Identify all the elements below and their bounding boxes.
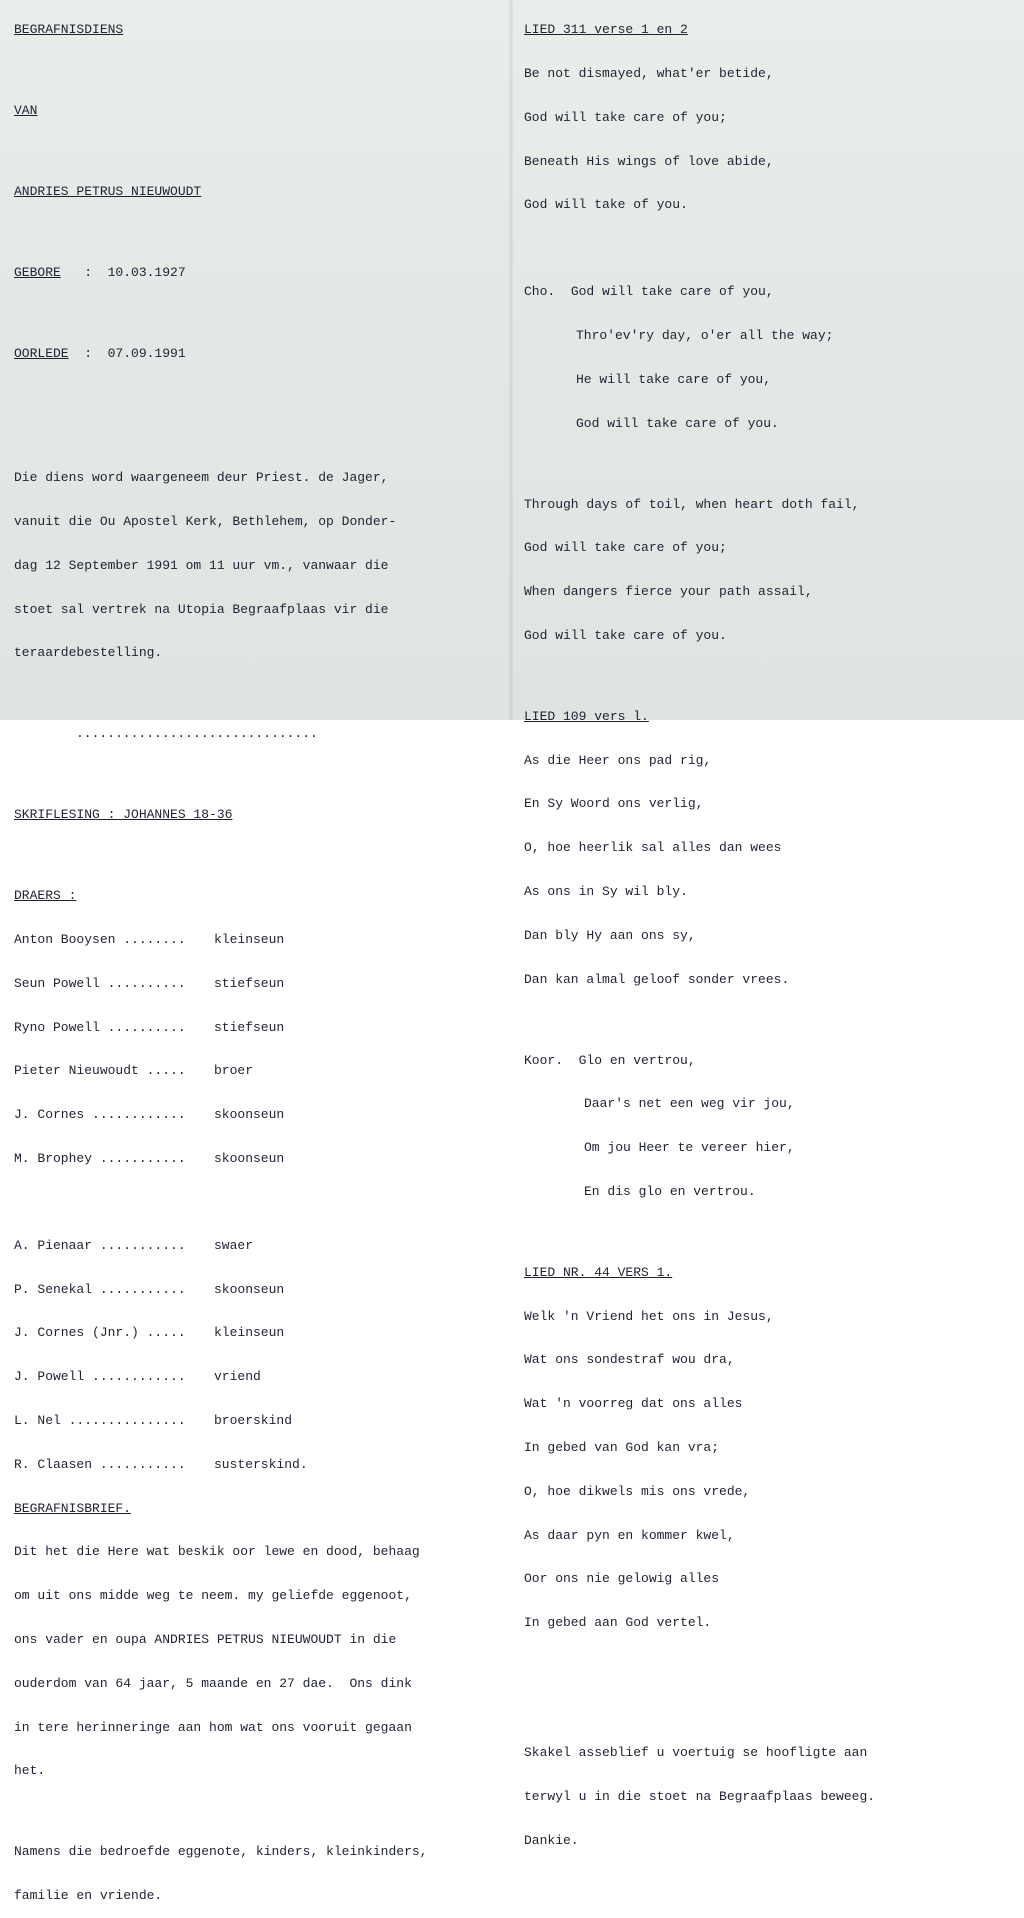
namens-line: familie en vriende. bbox=[14, 1888, 163, 1904]
hymn-line: Thro'ev'ry day, o'er all the way; bbox=[576, 328, 834, 344]
hymn-line: Wat ons sondestraf wou dra, bbox=[524, 1352, 735, 1368]
hymn-line: Dan kan almal geloof sonder vrees. bbox=[524, 971, 790, 987]
bearer-name: J. Cornes (Jnr.) ..... bbox=[14, 1325, 186, 1341]
bearer-name: Ryno Powell .......... bbox=[14, 1019, 186, 1035]
bearer-row bbox=[14, 1152, 502, 1167]
bearer-name: A. Pienaar ........... bbox=[14, 1237, 186, 1253]
bearer-row bbox=[14, 1283, 502, 1298]
bearer-role: skoonseun bbox=[214, 1107, 285, 1123]
hymn-line: God will take care of you; bbox=[524, 540, 727, 556]
koor-label: Koor. bbox=[524, 1052, 564, 1068]
service-line: vanuit die Ou Apostel Kerk, Bethlehem, op Donder- bbox=[14, 514, 397, 529]
closing-line: Skakel asseblief u voertuig se hoofligte aan bbox=[524, 1745, 868, 1761]
service-line: teraardebestelling. bbox=[14, 645, 163, 661]
birth-date: : 10.03.1927 bbox=[84, 265, 186, 281]
bearer-name: P. Senekal ........... bbox=[14, 1281, 186, 1297]
hymn-line: In gebed van God kan vra; bbox=[524, 1440, 720, 1455]
hymn-44-heading: LIED NR. 44 VERS 1. bbox=[524, 1264, 673, 1280]
brief-line: het. bbox=[14, 1763, 46, 1779]
bearer-role: broerskind bbox=[214, 1413, 293, 1429]
closing-line: Dankie. bbox=[524, 1832, 579, 1848]
bearer-role: kleinseun bbox=[214, 932, 285, 948]
bearer-role: susterskind. bbox=[214, 1456, 308, 1472]
hymn-line: Wat 'n voorreg dat ons alles bbox=[524, 1396, 743, 1412]
brief-heading: BEGRAFNISBRIEF. bbox=[14, 1500, 132, 1516]
brief-line: in tere herinneringe aan hom wat ons vooruit gegaan bbox=[14, 1719, 412, 1735]
bearer-role: stiefseun bbox=[214, 1019, 285, 1035]
draers-heading: DRAERS : bbox=[14, 888, 77, 904]
hymn-line: God will take care of you. bbox=[576, 415, 779, 431]
bearer-row bbox=[14, 1414, 502, 1429]
birth-row bbox=[14, 266, 502, 281]
hymn-line: Daar's net een weg vir jou, bbox=[584, 1096, 795, 1112]
skriflesing: SKRIFLESING : JOHANNES 18-36 bbox=[14, 807, 233, 823]
service-line: Die diens word waargeneem deur Priest. de Jager, bbox=[14, 470, 389, 486]
bearer-name: J. Powell ............ bbox=[14, 1369, 186, 1385]
bearer-name: Seun Powell .......... bbox=[14, 975, 186, 991]
hymn-line: Om jou Heer te vereer hier, bbox=[584, 1140, 795, 1156]
service-line: stoet sal vertrek na Utopia Begraafplaas vir die bbox=[14, 601, 389, 617]
chorus-row bbox=[524, 285, 1014, 300]
bearer-role: kleinseun bbox=[214, 1325, 285, 1341]
hymn-line: Oor ons nie gelowig alles bbox=[524, 1571, 720, 1587]
hymn-line: Dan bly Hy aan ons sy, bbox=[524, 927, 696, 943]
oorlede-label: OORLEDE bbox=[14, 346, 69, 362]
hymn-line: Be not dismayed, what'er betide, bbox=[524, 65, 774, 81]
bearer-row bbox=[14, 1021, 502, 1036]
namens-line: Namens die bedroefde eggenote, kinders, kleinkinders, bbox=[14, 1844, 428, 1860]
bearer-name: Anton Booysen ........ bbox=[14, 932, 186, 948]
bearer-role: skoonseun bbox=[214, 1281, 285, 1297]
bearer-row bbox=[14, 977, 502, 992]
brief-line: ouderdom van 64 jaar, 5 maande en 27 dae. Ons dink bbox=[14, 1675, 412, 1691]
bearer-row bbox=[14, 933, 502, 948]
brief-line: ons vader en oupa ANDRIES PETRUS NIEUWOUDT in die bbox=[14, 1631, 397, 1647]
bearer-name: L. Nel ............... bbox=[14, 1413, 186, 1429]
hymn-line: As daar pyn en kommer kwel, bbox=[524, 1527, 735, 1543]
death-date: : 07.09.1991 bbox=[84, 346, 186, 362]
bearer-row bbox=[14, 1108, 502, 1123]
hymn-line: In gebed aan God vertel. bbox=[524, 1615, 712, 1631]
bearer-row bbox=[14, 1064, 502, 1079]
hymn-line: When dangers fierce your path assail, bbox=[524, 584, 813, 600]
hymn-line: God will take care of you. bbox=[524, 627, 727, 643]
death-row bbox=[14, 347, 502, 362]
dotted-divider: ............................... bbox=[76, 726, 318, 742]
bearer-name: R. Claasen ........... bbox=[14, 1456, 186, 1472]
bearer-role: swaer bbox=[214, 1237, 254, 1253]
hymn-line: Glo en vertrou, bbox=[578, 1052, 696, 1068]
center-fold bbox=[508, 0, 514, 720]
service-line: dag 12 September 1991 om 11 uur vm., vanwaar die bbox=[14, 557, 389, 573]
deceased-name: ANDRIES PETRUS NIEUWOUDT bbox=[14, 184, 202, 200]
hymn-line: En dis glo en vertrou. bbox=[584, 1183, 756, 1199]
gebore-label: GEBORE bbox=[14, 265, 61, 281]
hymn-line: As ons in Sy wil bly. bbox=[524, 884, 688, 900]
bearer-name: J. Cornes ............ bbox=[14, 1107, 186, 1123]
hymn-line: Welk 'n Vriend het ons in Jesus, bbox=[524, 1308, 774, 1324]
koor-row bbox=[524, 1054, 1014, 1069]
bearer-row bbox=[14, 1370, 502, 1385]
chorus-label: Cho. bbox=[524, 284, 556, 300]
hymn-line: As die Heer ons pad rig, bbox=[524, 752, 712, 768]
brief-line: Dit het die Here wat beskik oor lewe en dood, behaag bbox=[14, 1544, 420, 1560]
bearer-role: vriend bbox=[214, 1369, 261, 1385]
hymn-311-heading: LIED 311 verse 1 en 2 bbox=[524, 22, 688, 38]
bearer-role: skoonseun bbox=[214, 1150, 285, 1166]
hymn-line: Through days of toil, when heart doth fail, bbox=[524, 496, 860, 512]
left-column bbox=[14, 0, 502, 1918]
hymn-line: O, hoe heerlik sal alles dan wees bbox=[524, 840, 782, 856]
bearer-row bbox=[14, 1326, 502, 1341]
bearer-row bbox=[14, 1239, 502, 1254]
bearer-role: stiefseun bbox=[214, 975, 285, 991]
hymn-line: God will take care of you, bbox=[570, 284, 774, 300]
hymn-line: God will take of you. bbox=[524, 197, 688, 213]
hymn-109-heading: LIED 109 vers l. bbox=[524, 708, 649, 724]
right-column bbox=[524, 0, 1014, 1863]
closing-line: terwyl u in die stoet na Begraafplaas beweeg. bbox=[524, 1789, 876, 1805]
bearer-name: M. Brophey ........... bbox=[14, 1150, 186, 1166]
hymn-line: He will take care of you, bbox=[576, 371, 772, 387]
doc-heading: BEGRAFNISDIENS bbox=[14, 22, 124, 38]
hymn-line: O, hoe dikwels mis ons vrede, bbox=[524, 1483, 751, 1499]
hymn-line: God will take care of you; bbox=[524, 109, 727, 125]
bearer-role: broer bbox=[214, 1063, 254, 1079]
bearer-name: Pieter Nieuwoudt ..... bbox=[14, 1063, 186, 1079]
bearer-row bbox=[14, 1458, 502, 1473]
hymn-line: En Sy Woord ons verlig, bbox=[524, 796, 704, 812]
brief-line: om uit ons midde weg te neem. my geliefde eggenoot, bbox=[14, 1588, 412, 1604]
van-label: VAN bbox=[14, 103, 38, 119]
hymn-line: Beneath His wings of love abide, bbox=[524, 153, 774, 169]
